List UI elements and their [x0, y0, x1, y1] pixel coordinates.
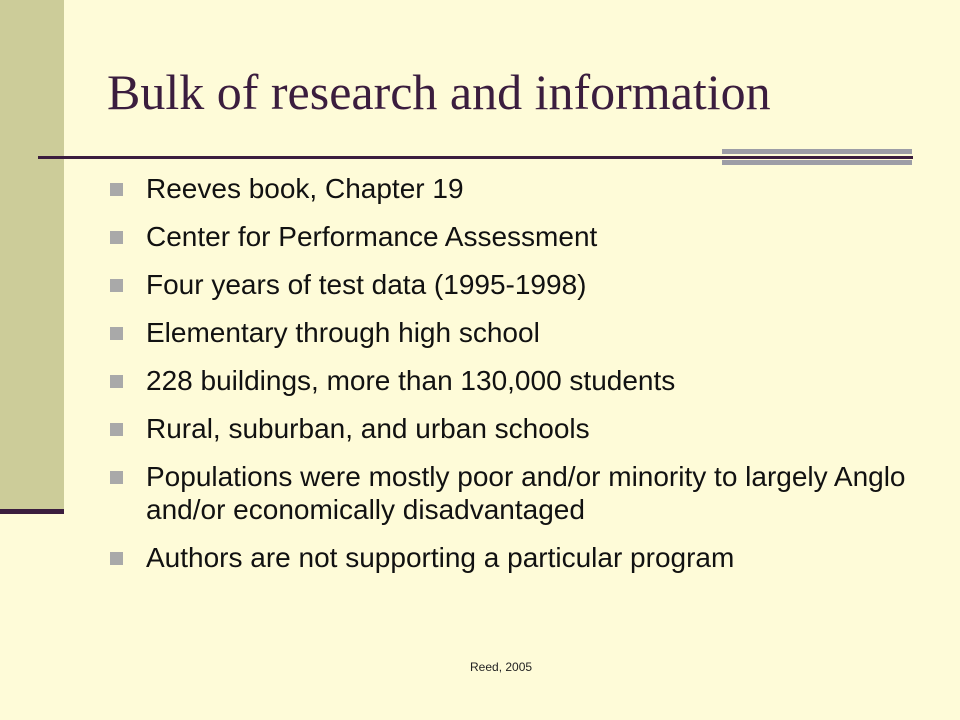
- bullet-square-icon: [110, 471, 123, 484]
- title-rule: [38, 156, 913, 159]
- bullet-square-icon: [110, 375, 123, 388]
- bullet-item: [110, 316, 910, 349]
- title-rule-accent-top: [722, 149, 912, 154]
- title-rule-accent-bottom: [722, 160, 912, 165]
- left-decorative-band: [0, 0, 64, 512]
- band-underline: [0, 509, 64, 514]
- bullet-square-icon: [110, 327, 123, 340]
- bullet-square-icon: [110, 183, 123, 196]
- bullet-list: [110, 172, 910, 589]
- bullet-square-icon: [110, 423, 123, 436]
- bullet-square-icon: [110, 279, 123, 292]
- bullet-item: [110, 220, 910, 253]
- bullet-item: [110, 460, 910, 526]
- bullet-text: Center for Performance Assessment: [146, 221, 598, 252]
- bullet-square-icon: [110, 552, 123, 565]
- slide-title: Bulk of research and information: [107, 64, 771, 120]
- bullet-text: Elementary through high school: [146, 317, 540, 348]
- bullet-text: Populations were mostly poor and/or minority to largely Anglo and/or economically disadvantaged: [146, 461, 906, 525]
- footer-citation: Reed, 2005: [470, 660, 533, 674]
- bullet-item: [110, 172, 910, 205]
- bullet-square-icon: [110, 231, 123, 244]
- bullet-text: Rural, suburban, and urban schools: [146, 413, 590, 444]
- bullet-text: Four years of test data (1995-1998): [146, 269, 587, 300]
- bullet-item: [110, 268, 910, 301]
- bullet-item: [110, 364, 910, 397]
- bullet-item: [110, 541, 910, 574]
- bullet-text: Reeves book, Chapter 19: [146, 173, 464, 204]
- bullet-text: 228 buildings, more than 130,000 students: [146, 365, 676, 396]
- bullet-item: [110, 412, 910, 445]
- bullet-text: Authors are not supporting a particular program: [146, 542, 735, 573]
